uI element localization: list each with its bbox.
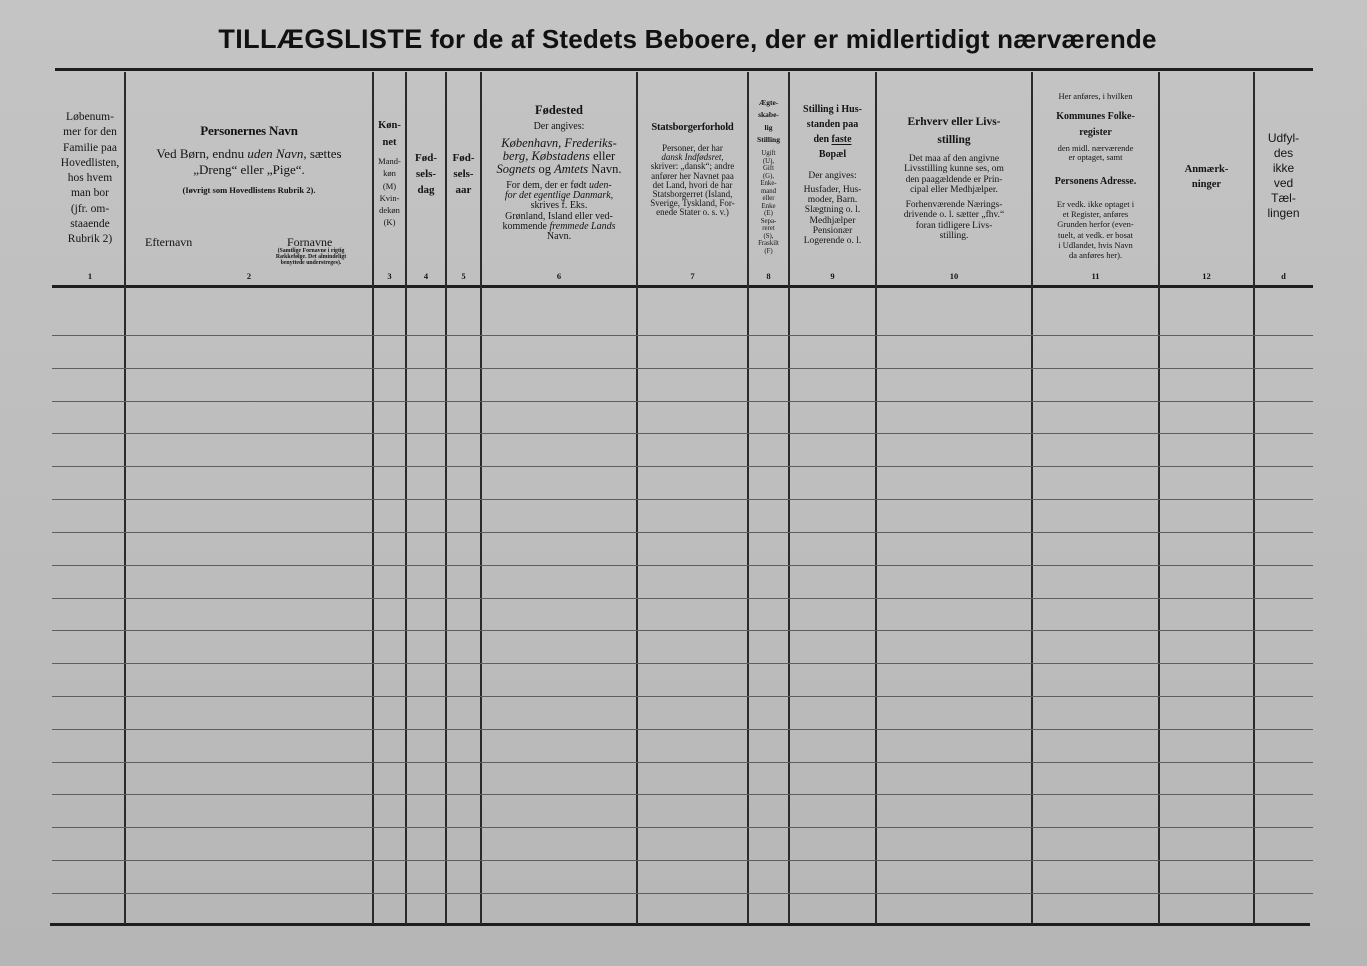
column-divider xyxy=(445,72,447,924)
column-12-number: 12 xyxy=(1202,271,1211,281)
row-rule xyxy=(52,729,1313,730)
form-title-rest: for de af Stedets Beboere, der er midlertidigt nærværende xyxy=(430,24,1157,54)
header-text-line: Personernes Navn xyxy=(200,123,298,138)
header-text-line: Erhverv eller Livs- xyxy=(907,116,1001,128)
column-6-subheading xyxy=(481,121,637,133)
row-rule xyxy=(52,401,1313,402)
header-text-line: Livsstilling kunne ses, om xyxy=(904,164,1004,175)
header-text-line: hos hvem xyxy=(67,172,113,184)
header-text-line: Her anføres, i hvilken xyxy=(1058,91,1133,101)
column-10-heading xyxy=(876,113,1032,149)
column-13-number: d xyxy=(1281,271,1286,281)
header-text-line: Familie paa xyxy=(63,141,117,154)
header-text-line: staaende xyxy=(70,217,110,230)
column-8-text xyxy=(748,150,789,255)
given-names-note xyxy=(252,249,370,266)
row-rule xyxy=(52,827,1313,828)
row-rule xyxy=(52,860,1313,861)
header-text-line: reret xyxy=(762,225,775,232)
bottom-rule xyxy=(50,923,1310,926)
header-text-line: Mand- xyxy=(378,156,401,166)
header-text-line: et Register, anføres xyxy=(1062,209,1129,220)
header-text-line: Fraskilt xyxy=(758,240,779,247)
header-text-line: Husfader, Hus- xyxy=(803,185,862,195)
column-3-heading xyxy=(373,117,406,151)
row-rule xyxy=(52,794,1313,795)
header-text-line: enede Stater o. s. v.) xyxy=(656,207,729,218)
header-text-line: Statsborgerret (Island, xyxy=(652,189,733,200)
header-text-line: da anføres her). xyxy=(1068,250,1123,261)
header-text-line: tuelt, at vedk. er bosat xyxy=(1057,229,1134,240)
header-text-line: Kvin- xyxy=(379,192,400,203)
header-text-line: Fød- xyxy=(452,152,475,164)
row-rule xyxy=(52,499,1313,500)
header-text-line: des xyxy=(1273,146,1294,160)
header-text-line: Logerende o. l. xyxy=(803,236,862,247)
header-text-line: Enke xyxy=(761,202,776,210)
column-11-intro xyxy=(1032,91,1159,102)
column-3-number: 3 xyxy=(387,271,392,281)
header-text-line: (jfr. om- xyxy=(70,202,110,215)
header-text-line: aar xyxy=(455,184,472,196)
header-text-line: dag xyxy=(417,184,435,196)
header-text-line: dansk Indfødsret, xyxy=(661,152,724,163)
row-rule xyxy=(52,433,1313,434)
column-9-subheading xyxy=(789,170,876,182)
header-text-line: moder, Barn. xyxy=(807,195,858,206)
header-text-line: Sverige, Tyskland, For- xyxy=(650,198,735,209)
header-text-line: benyttede understreges). xyxy=(280,259,342,266)
header-text-line: Kommunes Folke- xyxy=(1056,111,1135,122)
header-text-line: Enke- xyxy=(760,180,777,187)
column-9-heading xyxy=(789,102,876,162)
header-text-line: (F) xyxy=(764,247,773,255)
row-rule xyxy=(52,663,1313,664)
header-text-line: mer for den xyxy=(63,126,117,139)
header-text-line: foran tidligere Livs- xyxy=(915,220,993,231)
column-13-text xyxy=(1254,131,1313,221)
header-text-line: Medhjælper xyxy=(809,215,856,226)
header-text-line: Stilling xyxy=(757,134,780,144)
header-text-line: Er vedk. ikke optaget i xyxy=(1056,199,1135,209)
header-bottom-rule xyxy=(52,285,1313,288)
header-text-line: Stilling i Hus- xyxy=(803,104,862,115)
header-text-line: den faste xyxy=(813,134,852,145)
row-rule xyxy=(52,893,1313,894)
header-text-line: Udfyl- xyxy=(1267,131,1300,145)
header-text-line: Der angives: xyxy=(533,121,585,132)
row-rule xyxy=(52,335,1313,336)
header-text-line: Sepa- xyxy=(760,217,777,225)
row-rule xyxy=(52,696,1313,697)
column-11-heading xyxy=(1032,109,1159,141)
column-11-address-heading xyxy=(1032,175,1159,188)
column-10-number: 10 xyxy=(949,271,959,281)
header-text-line: København, Frederiks- xyxy=(501,136,617,150)
column-9-text xyxy=(789,185,876,246)
header-text-line: Hovedlisten, xyxy=(60,156,120,169)
column-7-text xyxy=(637,144,748,218)
header-text-line: Det maa af den angivne xyxy=(908,154,1000,164)
header-text-line: Gift xyxy=(763,165,774,172)
column-4-heading xyxy=(406,150,446,198)
given-names-label: Fornavne xyxy=(287,235,333,249)
header-text-line: skrives f. Eks. xyxy=(530,200,588,212)
header-text-line: er optaget, samt xyxy=(1068,152,1123,163)
row-rule xyxy=(52,532,1313,533)
header-text-line: (Iøvrigt som Hovedlistens Rubrik 2). xyxy=(182,185,316,195)
header-text-line: cipal eller Medhjælper. xyxy=(910,184,998,195)
column-2-number: 2 xyxy=(246,271,252,281)
column-5-heading xyxy=(446,150,481,198)
header-text-line: (M) xyxy=(382,180,397,191)
column-5-number: 5 xyxy=(461,271,466,281)
row-rule xyxy=(52,368,1313,369)
column-11-number: 11 xyxy=(1091,271,1100,281)
column-6-heading xyxy=(481,102,637,118)
header-text-line: Navn. xyxy=(546,231,572,243)
header-text-line: For dem, der er født uden- xyxy=(506,180,612,191)
header-text-line: Forhenværende Nærings- xyxy=(905,200,1003,210)
header-text-line: Ægte- xyxy=(758,98,779,107)
column-8-number: 8 xyxy=(766,271,771,281)
header-text-line: Der angives: xyxy=(808,171,857,181)
header-text-line: Ugift xyxy=(761,150,776,157)
header-text-line: (G), xyxy=(762,172,775,180)
header-text-line: lingen xyxy=(1267,206,1300,220)
header-text-line: berg, Købstadens eller xyxy=(502,149,616,164)
header-text-line: Personer, der har xyxy=(662,143,723,153)
row-rule xyxy=(52,565,1313,566)
header-text-line: den midl. nærværende xyxy=(1057,143,1134,153)
column-10-former-text xyxy=(876,200,1032,241)
header-text-line: Grunden herfor (even- xyxy=(1057,219,1134,230)
row-rule xyxy=(52,466,1313,467)
row-rule xyxy=(52,598,1313,599)
header-text-line: Køn- xyxy=(378,120,401,131)
header-text-line: eller xyxy=(762,195,775,202)
header-text-line: (Samtlige Fornavne i rigtig xyxy=(277,248,345,254)
header-text-line: skabe- xyxy=(758,110,779,120)
header-text-line: Statsborgerforhold xyxy=(651,122,734,133)
header-text-line: net xyxy=(382,137,397,148)
header-text-line: sels- xyxy=(415,168,437,180)
header-text-line: Personens Adresse. xyxy=(1054,176,1137,187)
column-6-places xyxy=(481,137,637,177)
header-text-line: Fød- xyxy=(415,152,437,164)
header-text-line: stilling. xyxy=(939,230,969,241)
row-rule xyxy=(52,630,1313,631)
form-title-main: TILLÆGSLISTE xyxy=(218,24,423,54)
header-text-line: Sognets og Amtets Navn. xyxy=(496,162,622,177)
header-text-line: Tæl- xyxy=(1271,191,1296,205)
header-text-line: stilling xyxy=(937,134,971,146)
header-text-line: Anmærk- xyxy=(1184,164,1229,175)
header-text-line: dekøn xyxy=(379,205,400,216)
column-11-unregistered-text xyxy=(1032,199,1159,260)
header-text-line: (K) xyxy=(383,217,396,228)
column-12-heading xyxy=(1159,162,1254,192)
header-text-line: ikke xyxy=(1272,161,1295,175)
header-text-line: kommende fremmede Lands xyxy=(502,220,616,232)
column-4-number: 4 xyxy=(423,271,429,281)
top-rule xyxy=(55,68,1313,71)
header-text-line: (U), xyxy=(762,157,775,165)
header-text-line: (S), xyxy=(763,232,774,240)
header-text-line: Rækkefølge. Det almindeligt xyxy=(275,253,347,260)
header-text-line: drivende o. l. sætter „fhv.“ xyxy=(903,210,1005,221)
column-2-heading xyxy=(125,123,373,139)
header-text-line: køn xyxy=(383,168,396,179)
header-text-line: det Land, hvori de har xyxy=(652,179,733,190)
header-text-line: sels- xyxy=(453,168,474,180)
header-text-line: Grønland, Island eller ved- xyxy=(505,210,613,222)
form-title xyxy=(4,21,1367,57)
header-text-line: register xyxy=(1079,127,1112,138)
header-text-line: Løbenum- xyxy=(66,111,114,123)
header-text-line: Pensionær xyxy=(812,225,853,236)
header-text-line: i Udlandet, hvis Navn xyxy=(1058,239,1133,250)
column-8-heading xyxy=(748,97,789,146)
row-rule xyxy=(52,762,1313,763)
header-text-line: ninger xyxy=(1191,179,1222,190)
column-10-text xyxy=(876,154,1032,195)
column-11-text xyxy=(1032,144,1159,163)
header-text-line: (E) xyxy=(764,210,773,217)
header-text-line: den paagældende er Prin- xyxy=(905,174,1003,185)
header-text-line: man bor xyxy=(70,187,109,200)
header-text-line: Fødested xyxy=(535,103,583,117)
header-text-line: standen paa xyxy=(806,119,859,130)
column-3-text xyxy=(373,155,406,229)
column-1-header-text xyxy=(55,110,125,247)
header-text-line: „Dreng“ eller „Pige“. xyxy=(193,162,305,177)
header-text-line: mand xyxy=(760,187,777,195)
header-text-line: skriver: „dansk“; andre xyxy=(650,161,735,172)
header-text-line: ved xyxy=(1273,176,1294,190)
header-text-line: Slægtning o. l. xyxy=(804,205,861,216)
header-text-line: Bopæl xyxy=(818,149,847,160)
column-7-number: 7 xyxy=(690,271,695,281)
header-text-line: Rubrik 2) xyxy=(67,233,113,245)
column-7-heading xyxy=(637,121,748,135)
column-6-text xyxy=(481,181,637,242)
column-1-number: 1 xyxy=(87,271,93,281)
column-2-instructions xyxy=(125,146,373,178)
column-9-number: 9 xyxy=(830,271,835,281)
column-2-note xyxy=(125,185,373,196)
surname-label: Efternavn xyxy=(145,235,193,249)
header-text-line: for det egentlige Danmark, xyxy=(504,190,614,202)
header-text-line: anfører her Navnet paa xyxy=(651,170,734,181)
header-text-line: Ved Børn, endnu uden Navn, sættes xyxy=(156,146,342,161)
header-text-line: lig xyxy=(764,122,773,132)
column-6-number: 6 xyxy=(556,271,562,281)
